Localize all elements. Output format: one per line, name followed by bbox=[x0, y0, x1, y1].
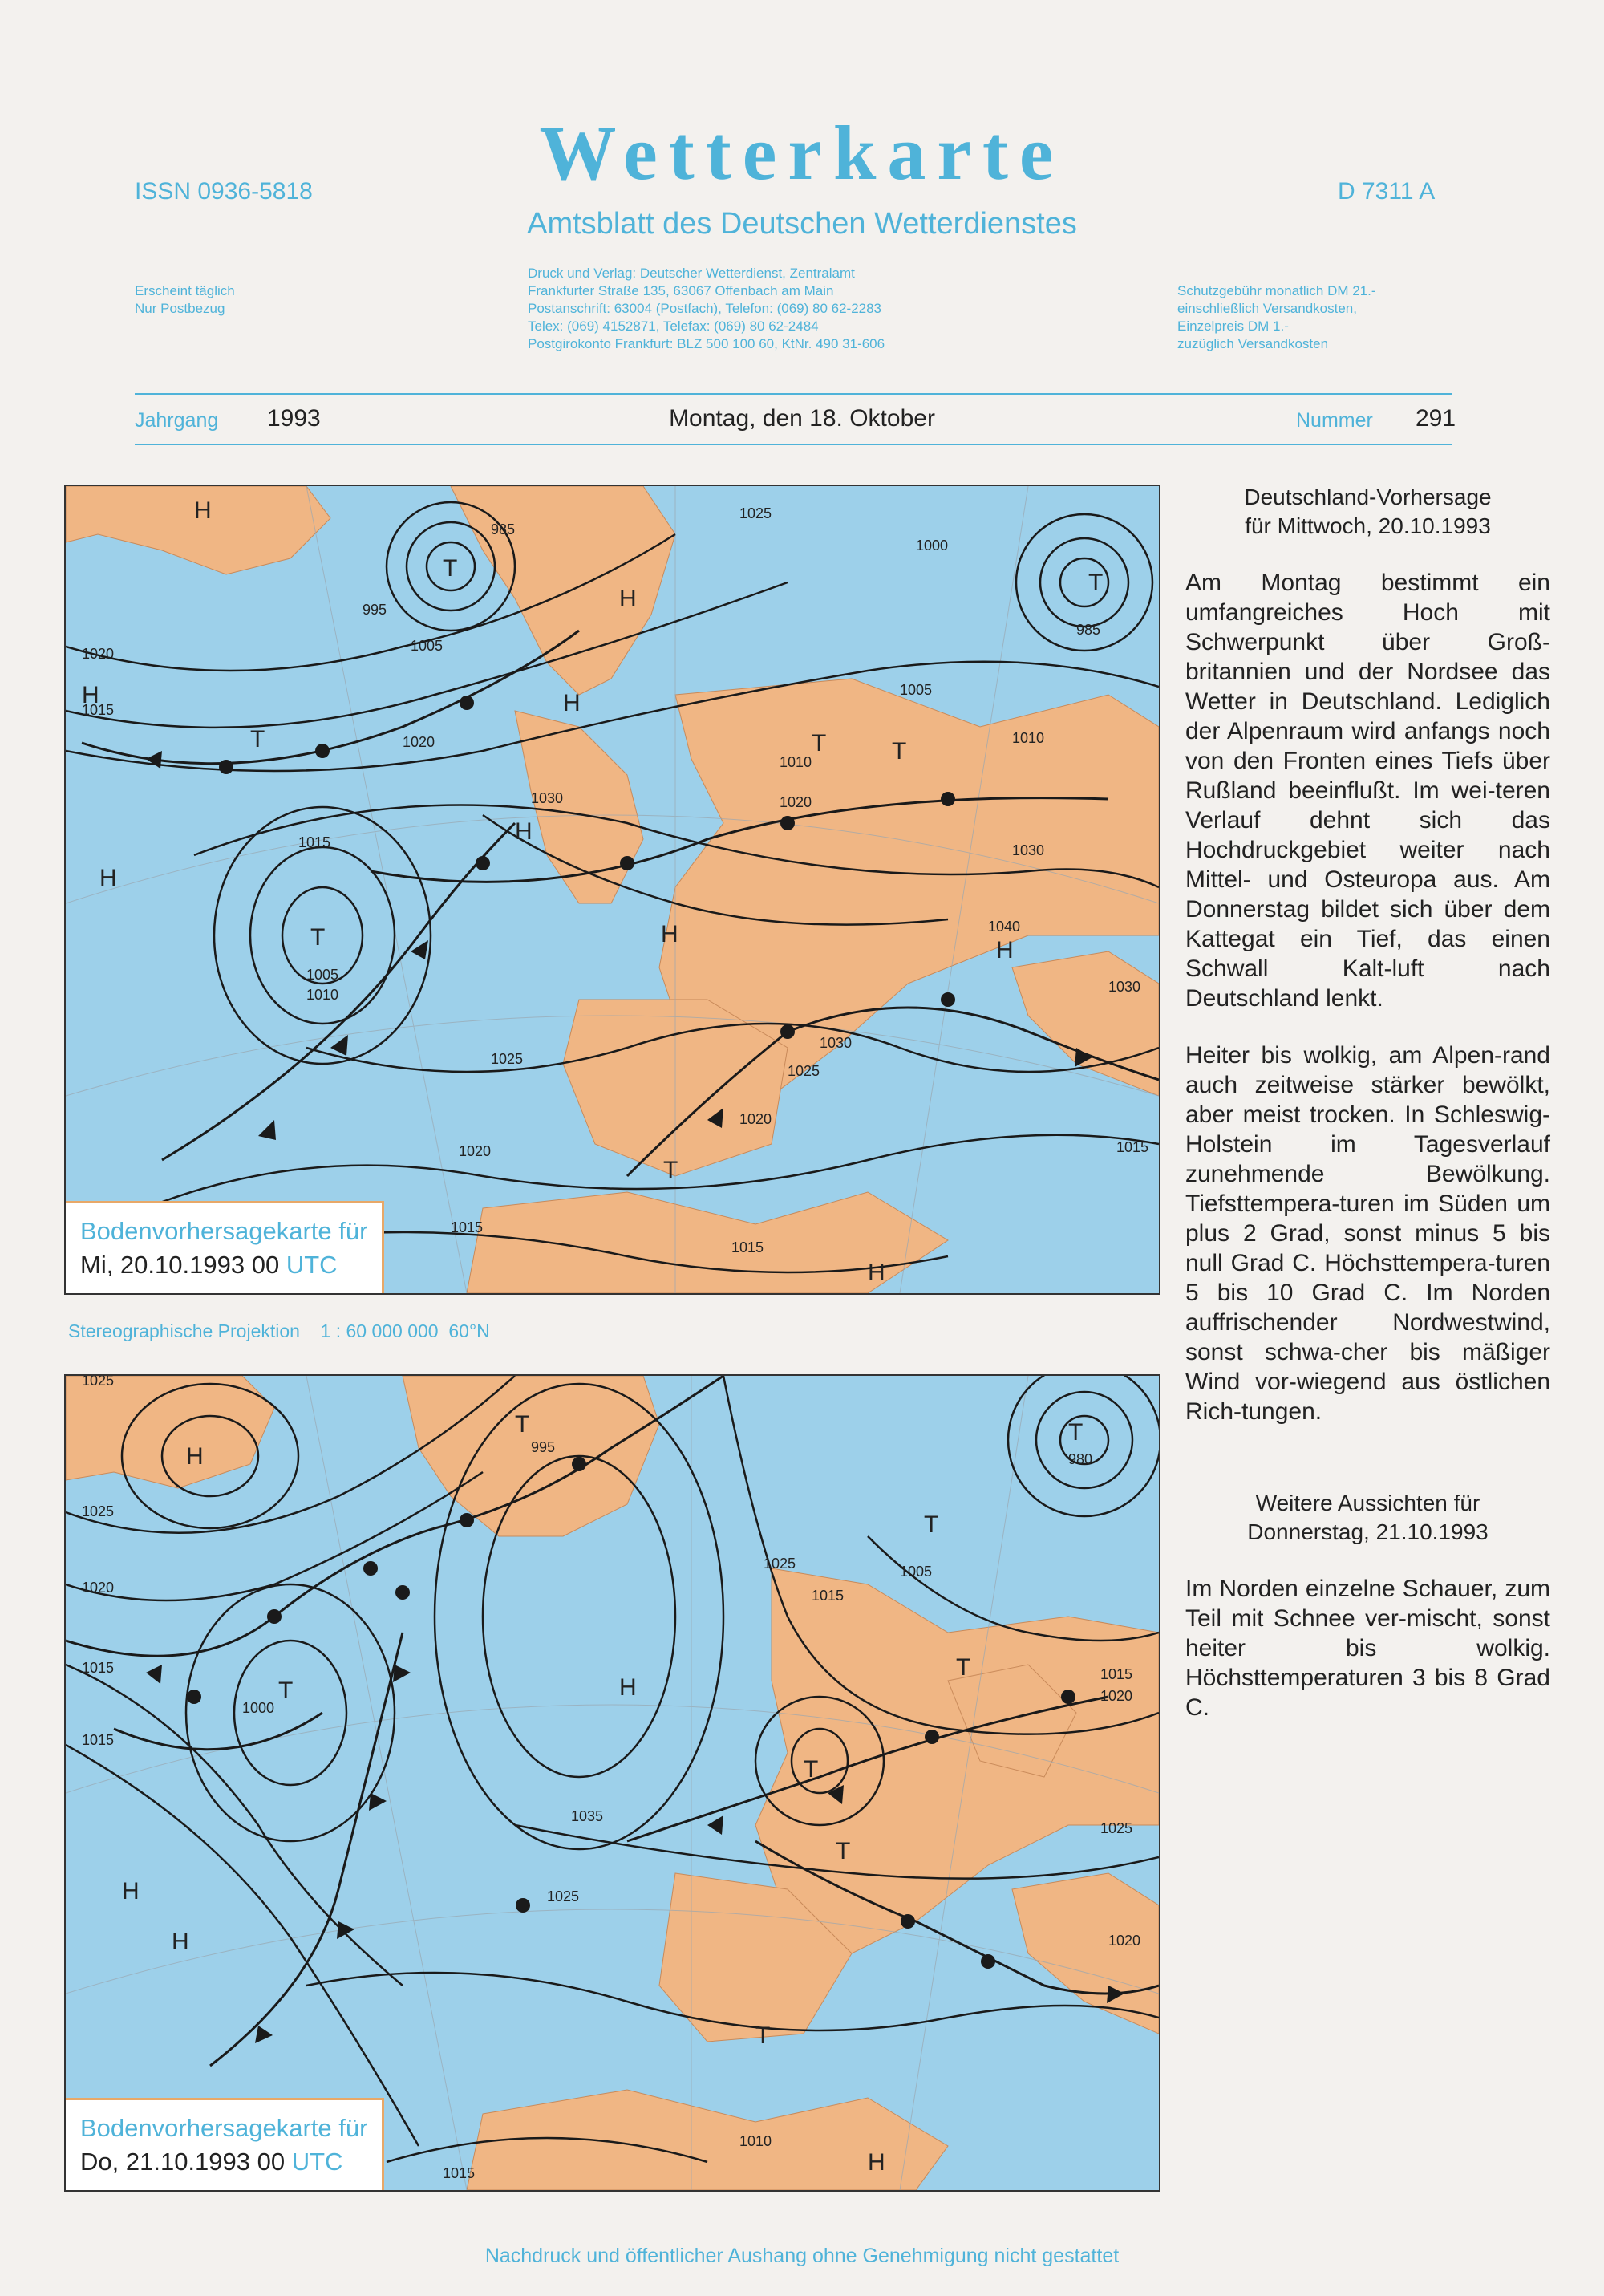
isobar-label: 1020 bbox=[403, 734, 435, 750]
pressure-label: H bbox=[563, 690, 581, 716]
pressure-label: H bbox=[868, 2149, 885, 2176]
isobar-label: 995 bbox=[363, 602, 387, 618]
pressure-label: T bbox=[812, 730, 827, 757]
isobar-label: 1030 bbox=[531, 790, 564, 806]
projection-note: Stereographische Projektion 1 : 60 000 000 60°N bbox=[68, 1320, 490, 1341]
forecast-paragraph: Am Montag bestimmt ein umfangreiches Hoch mit Schwerpunkt über Groß-britannien und der Nordsee das Wetter in Deutschland. Lediglich der Alpenraum wird anfangs noch von den Fronten eines Tiefs über Rußland beeinflußt. Im wei-teren Verlauf dehnt sich das Hochdruckgebiet weiter nach Mittel- und Osteuropa aus. Am Donnerstag bildet sich über dem Kattegat ein Tief, das einen Schwall Kalt-luft nach Deutschland lenkt. bbox=[1185, 570, 1550, 1012]
isobar-label: 1000 bbox=[916, 537, 949, 554]
forecast-paragraph: Heiter bis wolkig, am Alpen-rand auch zeitweise stärker bewölkt, aber meist trocken. In Schleswig-Holstein im Tagesverlauf zunehmende Bewölkung. Tiefsttempera-turen im Süden um plus 2 Grad, sonst minus 5 bis null Grad C. Höchsttempera-turen 5 bis 10 Grad C. Im Norden auffrischender Nordwestwind, sonst schwa-cher bis mäßiger Wind vor-wiegend aus östlichen Rich-tungen. bbox=[1185, 1042, 1550, 1425]
isobar-label: 1015 bbox=[731, 1239, 764, 1255]
isobar-label: 1015 bbox=[451, 1219, 484, 1235]
pressure-label: T bbox=[836, 1838, 851, 1864]
pressure-label: T bbox=[892, 738, 907, 765]
isobar-label: 1025 bbox=[82, 1376, 115, 1389]
nummer-label: Nummer bbox=[1296, 409, 1373, 432]
isobar-label: 1005 bbox=[900, 1564, 933, 1580]
pressure-label: T bbox=[515, 1411, 530, 1438]
isobar-label: 1000 bbox=[242, 1700, 275, 1716]
isobar-label: 1005 bbox=[900, 682, 933, 698]
map-caption-title: Bodenvorhersagekarte für bbox=[80, 1217, 368, 1245]
isobar-label: 1040 bbox=[988, 919, 1021, 935]
isobar-label: 1015 bbox=[443, 2165, 476, 2181]
jahrgang-value: 1993 bbox=[267, 405, 321, 432]
isobar-label: 1015 bbox=[82, 1732, 115, 1748]
map-caption-date: Do, 21.10.1993 00 bbox=[80, 2148, 286, 2176]
nummer-value: 291 bbox=[1416, 405, 1456, 432]
isobar-label: 1025 bbox=[1100, 1820, 1133, 1836]
isobar-label: 1025 bbox=[82, 1503, 115, 1519]
issn: ISSN 0936-5818 bbox=[135, 178, 313, 205]
pressure-label: T bbox=[956, 1654, 971, 1681]
isobar-label: 1025 bbox=[739, 505, 772, 521]
isobar-label: 1010 bbox=[739, 2133, 772, 2149]
isobar-label: 1020 bbox=[1100, 1688, 1133, 1704]
divider-bottom bbox=[135, 444, 1452, 445]
isobar-label: 1015 bbox=[298, 834, 331, 850]
pressure-label: T bbox=[250, 726, 265, 752]
forecast-column bbox=[1185, 483, 1550, 1722]
pressure-label: T bbox=[663, 1157, 678, 1183]
pressure-label: H bbox=[515, 818, 533, 845]
isobar-label: 1020 bbox=[739, 1111, 772, 1127]
map-drawing bbox=[66, 1376, 1159, 2190]
pressure-label: H bbox=[868, 1260, 885, 1286]
pressure-label: T bbox=[755, 2022, 771, 2049]
isobar-label: 1030 bbox=[1108, 979, 1141, 995]
pressure-label: H bbox=[99, 865, 117, 891]
pressure-label: T bbox=[1068, 1419, 1084, 1446]
postal-code: D 7311 A bbox=[1338, 178, 1436, 205]
map-caption bbox=[66, 2098, 384, 2190]
isobar-label: 1035 bbox=[571, 1808, 604, 1824]
publication-note: Erscheint täglich Nur Postbezug bbox=[135, 283, 235, 316]
isobar-label: 1005 bbox=[306, 967, 339, 983]
pressure-label: H bbox=[661, 921, 678, 947]
pressure-label: H bbox=[172, 1929, 189, 1955]
map-caption-utc: UTC bbox=[286, 1251, 338, 1279]
pressure-label: H bbox=[82, 682, 99, 708]
map-caption-date: Mi, 20.10.1993 00 bbox=[80, 1251, 280, 1279]
masthead-subtitle: Amtsblatt des Deutschen Wetterdienstes bbox=[527, 207, 1077, 241]
isobar-label: 1020 bbox=[1108, 1933, 1141, 1949]
isobar-label: 1015 bbox=[1100, 1666, 1133, 1682]
forecast-title: Deutschland-Vorhersage für Mittwoch, 20.10.1993 bbox=[1244, 485, 1492, 538]
isobar-label: 1020 bbox=[82, 1580, 115, 1596]
pressure-label: H bbox=[619, 586, 637, 612]
outlook-paragraph: Im Norden einzelne Schauer, zum Teil mit Schnee ver-mischt, sonst heiter bis wolkig. Höchsttemperaturen 3 bis 8 Grad C. bbox=[1185, 1576, 1550, 1721]
isobar-label: 1005 bbox=[411, 638, 444, 654]
forecast-map-thursday bbox=[64, 1374, 1160, 2192]
issue-date: Montag, den 18. Oktober bbox=[669, 405, 935, 432]
pressure-label: H bbox=[194, 497, 212, 524]
pressure-label: T bbox=[804, 1756, 819, 1783]
publisher-address: Druck und Verlag: Deutscher Wetterdienst, Zentralamt Frankfurter Straße 135, 63067 Offenbach am Main Postanschrift: 63004 (Postfach), Telefon: (069) 80 62-2283 Telex: (069) 4152871, Telefax: (069) 80 62-2484 Postgirokonto Frankfurt: BLZ 500 100 60, KtNr. 490 31-606 bbox=[528, 266, 885, 351]
jahrgang-label: Jahrgang bbox=[135, 409, 219, 432]
map-caption bbox=[66, 1201, 384, 1293]
pressure-label: T bbox=[924, 1511, 939, 1538]
price-note: Schutzgebühr monatlich DM 21.- einschließlich Versandkosten, Einzelpreis DM 1.- zuzüglich Versandkosten bbox=[1177, 283, 1376, 351]
isobar-label: 995 bbox=[531, 1439, 556, 1455]
isobar-label: 1030 bbox=[1012, 842, 1045, 858]
pressure-label: T bbox=[443, 555, 458, 582]
isobar-label: 1020 bbox=[82, 646, 115, 662]
isobar-label: 985 bbox=[1076, 622, 1101, 638]
pressure-label: T bbox=[310, 924, 326, 951]
forecast-map-wednesday bbox=[64, 485, 1160, 1295]
pressure-label: T bbox=[278, 1677, 294, 1704]
pressure-label: H bbox=[619, 1674, 637, 1701]
map-caption-utc: UTC bbox=[291, 2148, 343, 2176]
isobar-label: 1025 bbox=[491, 1051, 524, 1067]
isobar-label: 1030 bbox=[820, 1035, 853, 1051]
isobar-label: 1010 bbox=[306, 987, 339, 1003]
isobar-label: 1015 bbox=[1116, 1139, 1149, 1155]
isobar-label: 1010 bbox=[780, 754, 812, 770]
pressure-label: T bbox=[1088, 570, 1104, 596]
pressure-label: H bbox=[186, 1443, 204, 1470]
pressure-label: H bbox=[122, 1878, 140, 1905]
outlook-title: Weitere Aussichten für Donnerstag, 21.10.1993 bbox=[1247, 1491, 1489, 1544]
footer-note: Nachdruck und öffentlicher Aushang ohne Genehmigung nicht gestattet bbox=[484, 2245, 1120, 2267]
isobar-label: 1020 bbox=[459, 1143, 492, 1159]
map-drawing bbox=[66, 486, 1159, 1293]
map-caption-title: Bodenvorhersagekarte für bbox=[80, 2114, 368, 2142]
isobar-label: 1025 bbox=[788, 1063, 820, 1079]
isobar-label: 1015 bbox=[82, 1660, 115, 1676]
isobar-label: 1025 bbox=[547, 1888, 580, 1905]
pressure-label: H bbox=[996, 937, 1014, 963]
isobar-label: 1020 bbox=[780, 794, 812, 810]
isobar-label: 1015 bbox=[812, 1588, 845, 1604]
isobar-label: 980 bbox=[1068, 1451, 1093, 1467]
divider-top bbox=[135, 393, 1452, 395]
isobar-label: 985 bbox=[491, 521, 516, 537]
isobar-label: 1010 bbox=[1012, 730, 1045, 746]
isobar-label: 1025 bbox=[764, 1556, 796, 1572]
isobar-label: 1015 bbox=[82, 702, 115, 718]
masthead-title: Wetterkarte bbox=[539, 110, 1065, 196]
